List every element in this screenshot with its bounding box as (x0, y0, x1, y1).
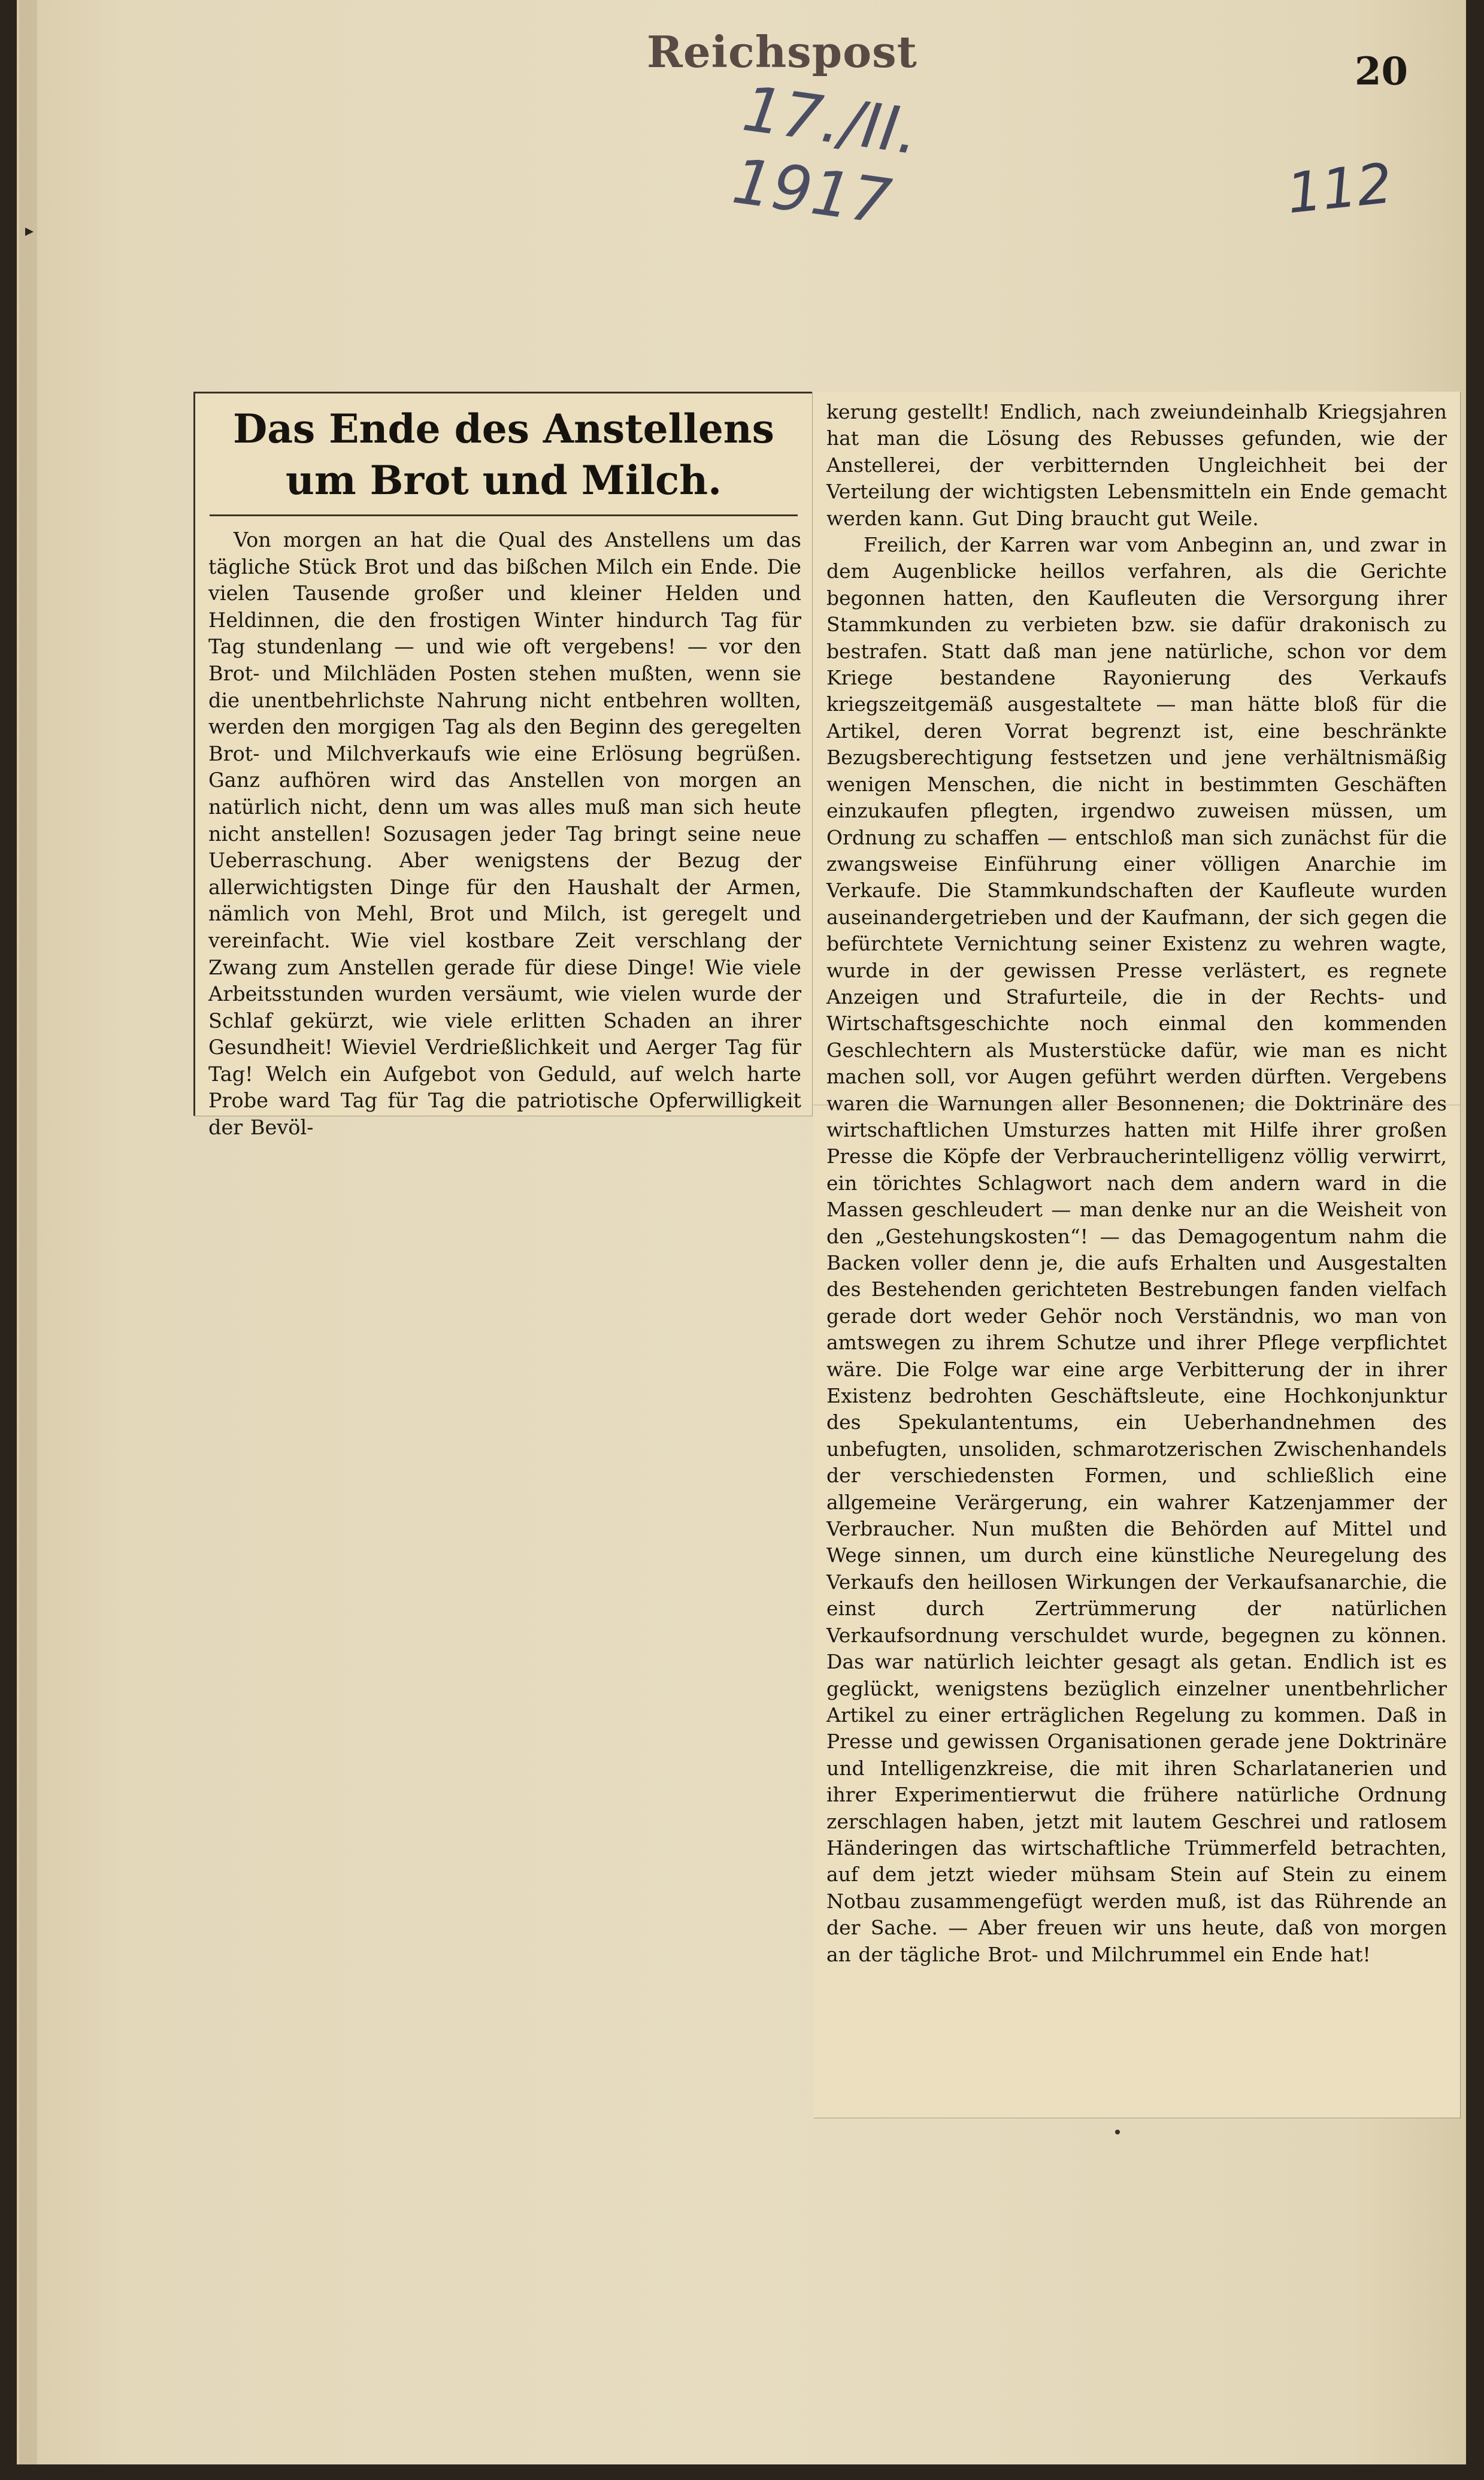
clipping-column-2 (813, 392, 1460, 2118)
sheet-fold-shadow (19, 0, 37, 2464)
article-text-column-1: Von morgen an hat die Qual des Anstellens um das tägliche Stück Brot und das bißchen Milch ein Ende. Die vielen Tausende großer und kleiner Helden und Heldinnen, die den frostigen Winter hindurch Tag für Tag stundenlang — und wie oft vergebens! — vor den Brot- und Milchläden Posten stehen mußten, wenn sie die unentbehrlichste Nahrung nicht entbehren wollten, werden den morgigen Tag als den Beginn des geregelten Brot- und Milchverkaufs wie eine Erlösung begrüßen. Ganz aufhören wird das Anstellen von morgen an natürlich nicht, denn um was alles muß man sich heute nicht anstellen! Sozusagen jeder Tag bringt seine neue Ueberraschung. Aber wenigstens der Bezug der allerwichtigsten Dinge für den Haushalt der Armen, nämlich von Mehl, Brot und Milch, ist geregelt und vereinfacht. Wie viel kostbare Zeit verschlang der Zwang zum Anstellen gerade für diese Dinge! Wie viele Arbeitsstunden wurden versäumt, wie vielen wurde der Schlaf gekürzt, wie viele erlitten Schaden an ihrer Gesundheit! Wieviel Verdrießlichkeit und Aerger Tag für Tag! Welch ein Aufgebot von Geduld, auf welch harte Probe ward Tag für Tag die patriotische Opferwilligkeit der Bevöl- (208, 528, 801, 1140)
handwritten-date: 17./II. 1917 (728, 72, 923, 239)
ink-dot (1115, 2130, 1120, 2134)
newspaper-masthead: Reichspost (647, 26, 917, 77)
article-headline: Das Ende des Anstellens um Brot und Milch. (233, 405, 774, 504)
handwritten-mark: 112 (1283, 151, 1395, 226)
clipping-column-1 (193, 392, 812, 1140)
clipping-fold-line (813, 1104, 1460, 1106)
margin-mark (25, 228, 34, 236)
headline-rule (210, 514, 798, 516)
article-text-column-2: kerung gestellt! Endlich, nach zweiundeinhalb Kriegsjahren hat man die Lösung des Rebusses gefunden, wie der Anstellerei, der verbitternden Ungleichheit bei der Verteilung der wichtigsten Lebensmitteln ein Ende gemacht werden kann. Gut Ding braucht gut Weile. Freilich, der Karren war vom Anbeginn an, und zwar in dem Augenblicke heillos verfahren, als die Gerichte begonnen hatten, den Kaufleuten die Versorgung ihrer Stammkunden zu verbieten bzw. sie dafür drakonisch zu bestrafen. Statt daß man jene natürliche, schon vor dem Kriege bestandene Rayonierung des Verkaufs kriegszeitgemäß ausgestaltete — man hätte bloß für die Artikel, deren Vorrat begrenzt ist, eine beschränkte Bezugsberechtigung festsetzen und jene verhältnismäßig wenigen Menschen, die nicht in bestimmten Geschäften einzukaufen pflegten, irgendwo zuweisen müssen, um Ordnung zu schaffen — entschloß man sich zunächst für die zwangsweise Einführung einer völligen Anarchie im Verkaufe. Die Stammkundschaften der Kaufleute wurden auseinandergetrieben und der Kaufmann, der sich gegen die befürchtete Vernichtung seiner Existenz zu wehren wagte, wurde in der gewissen Presse verlästert, es regnete Anzeigen und Strafurteile, die in der Rechts- und Wirtschaftsgeschichte noch einmal den kommenden Geschlechtern als Musterstücke dafür, wie man es nicht machen soll, vor Augen geführt werden dürften. Vergebens waren die Warnungen aller Besonnenen; die Doktrinäre des wirtschaftlichen Umsturzes hatten mit Hilfe ihrer großen Presse die Köpfe der Verbraucherintelligenz völlig verwirrt, ein törichtes Schlagwort nach dem andern ward in die Massen geschleudert — man denke nur an die Weisheit von den „Gestehungskosten“! — das Demagogentum nahm die Backen voller denn je, die aufs Erhalten und Ausgestalten des Bestehenden gerichteten Bestrebungen fanden vielfach gerade dort weder Gehör noch Verständnis, wo man von amtswegen zu ihrem Schutze und ihrer Pflege verpflichtet wäre. Die Folge war eine arge Verbitterung der in ihrer Existenz bedrohten Geschäftsleute, eine Hochkonjunktur des Spekulantentums, ein Ueberhandnehmen des unbefugten, unsoliden, schmarotzerischen Zwischenhandels der verschiedensten Formen, und schließlich eine allgemeine Verärgerung, ein wahrer Katzenjammer der Verbraucher. Nun mußten die Behörden auf Mittel und Wege sinnen, um durch eine künstliche Neuregelung des Verkaufs den heillosen Wirkungen der Verkaufsanarchie, die einst durch Zertrümmerung der natürlichen Verkaufsordnung verschuldet wurde, begegnen zu können. Das war natürlich leichter gesagt als getan. Endlich ist es geglückt, wenigstens bezüglich einzelner unentbehrlicher Artikel zu einer erträglichen Regelung zu kommen. Daß in Presse und gewissen Organisationen gerade jene Doktrinäre und Intelligenzkreise, die mit ihren Scharlatanerien und ihrer Experimentierwut die frühere natürliche Ordnung zerschlagen haben, jetzt mit lautem Geschrei und ratlosem Händeringen das wirtschaftliche Trümmerfeld betrachten, auf dem jetzt wieder mühsam Stein auf Stein zu einem Notbau zusammengefügt werden muß, ist das Rührende an der Sache. — Aber freuen wir uns heute, daß von morgen an der tägliche Brot- und Milchrummel ein Ende hat! (826, 400, 1447, 1966)
page-number: 20 (1355, 49, 1409, 94)
